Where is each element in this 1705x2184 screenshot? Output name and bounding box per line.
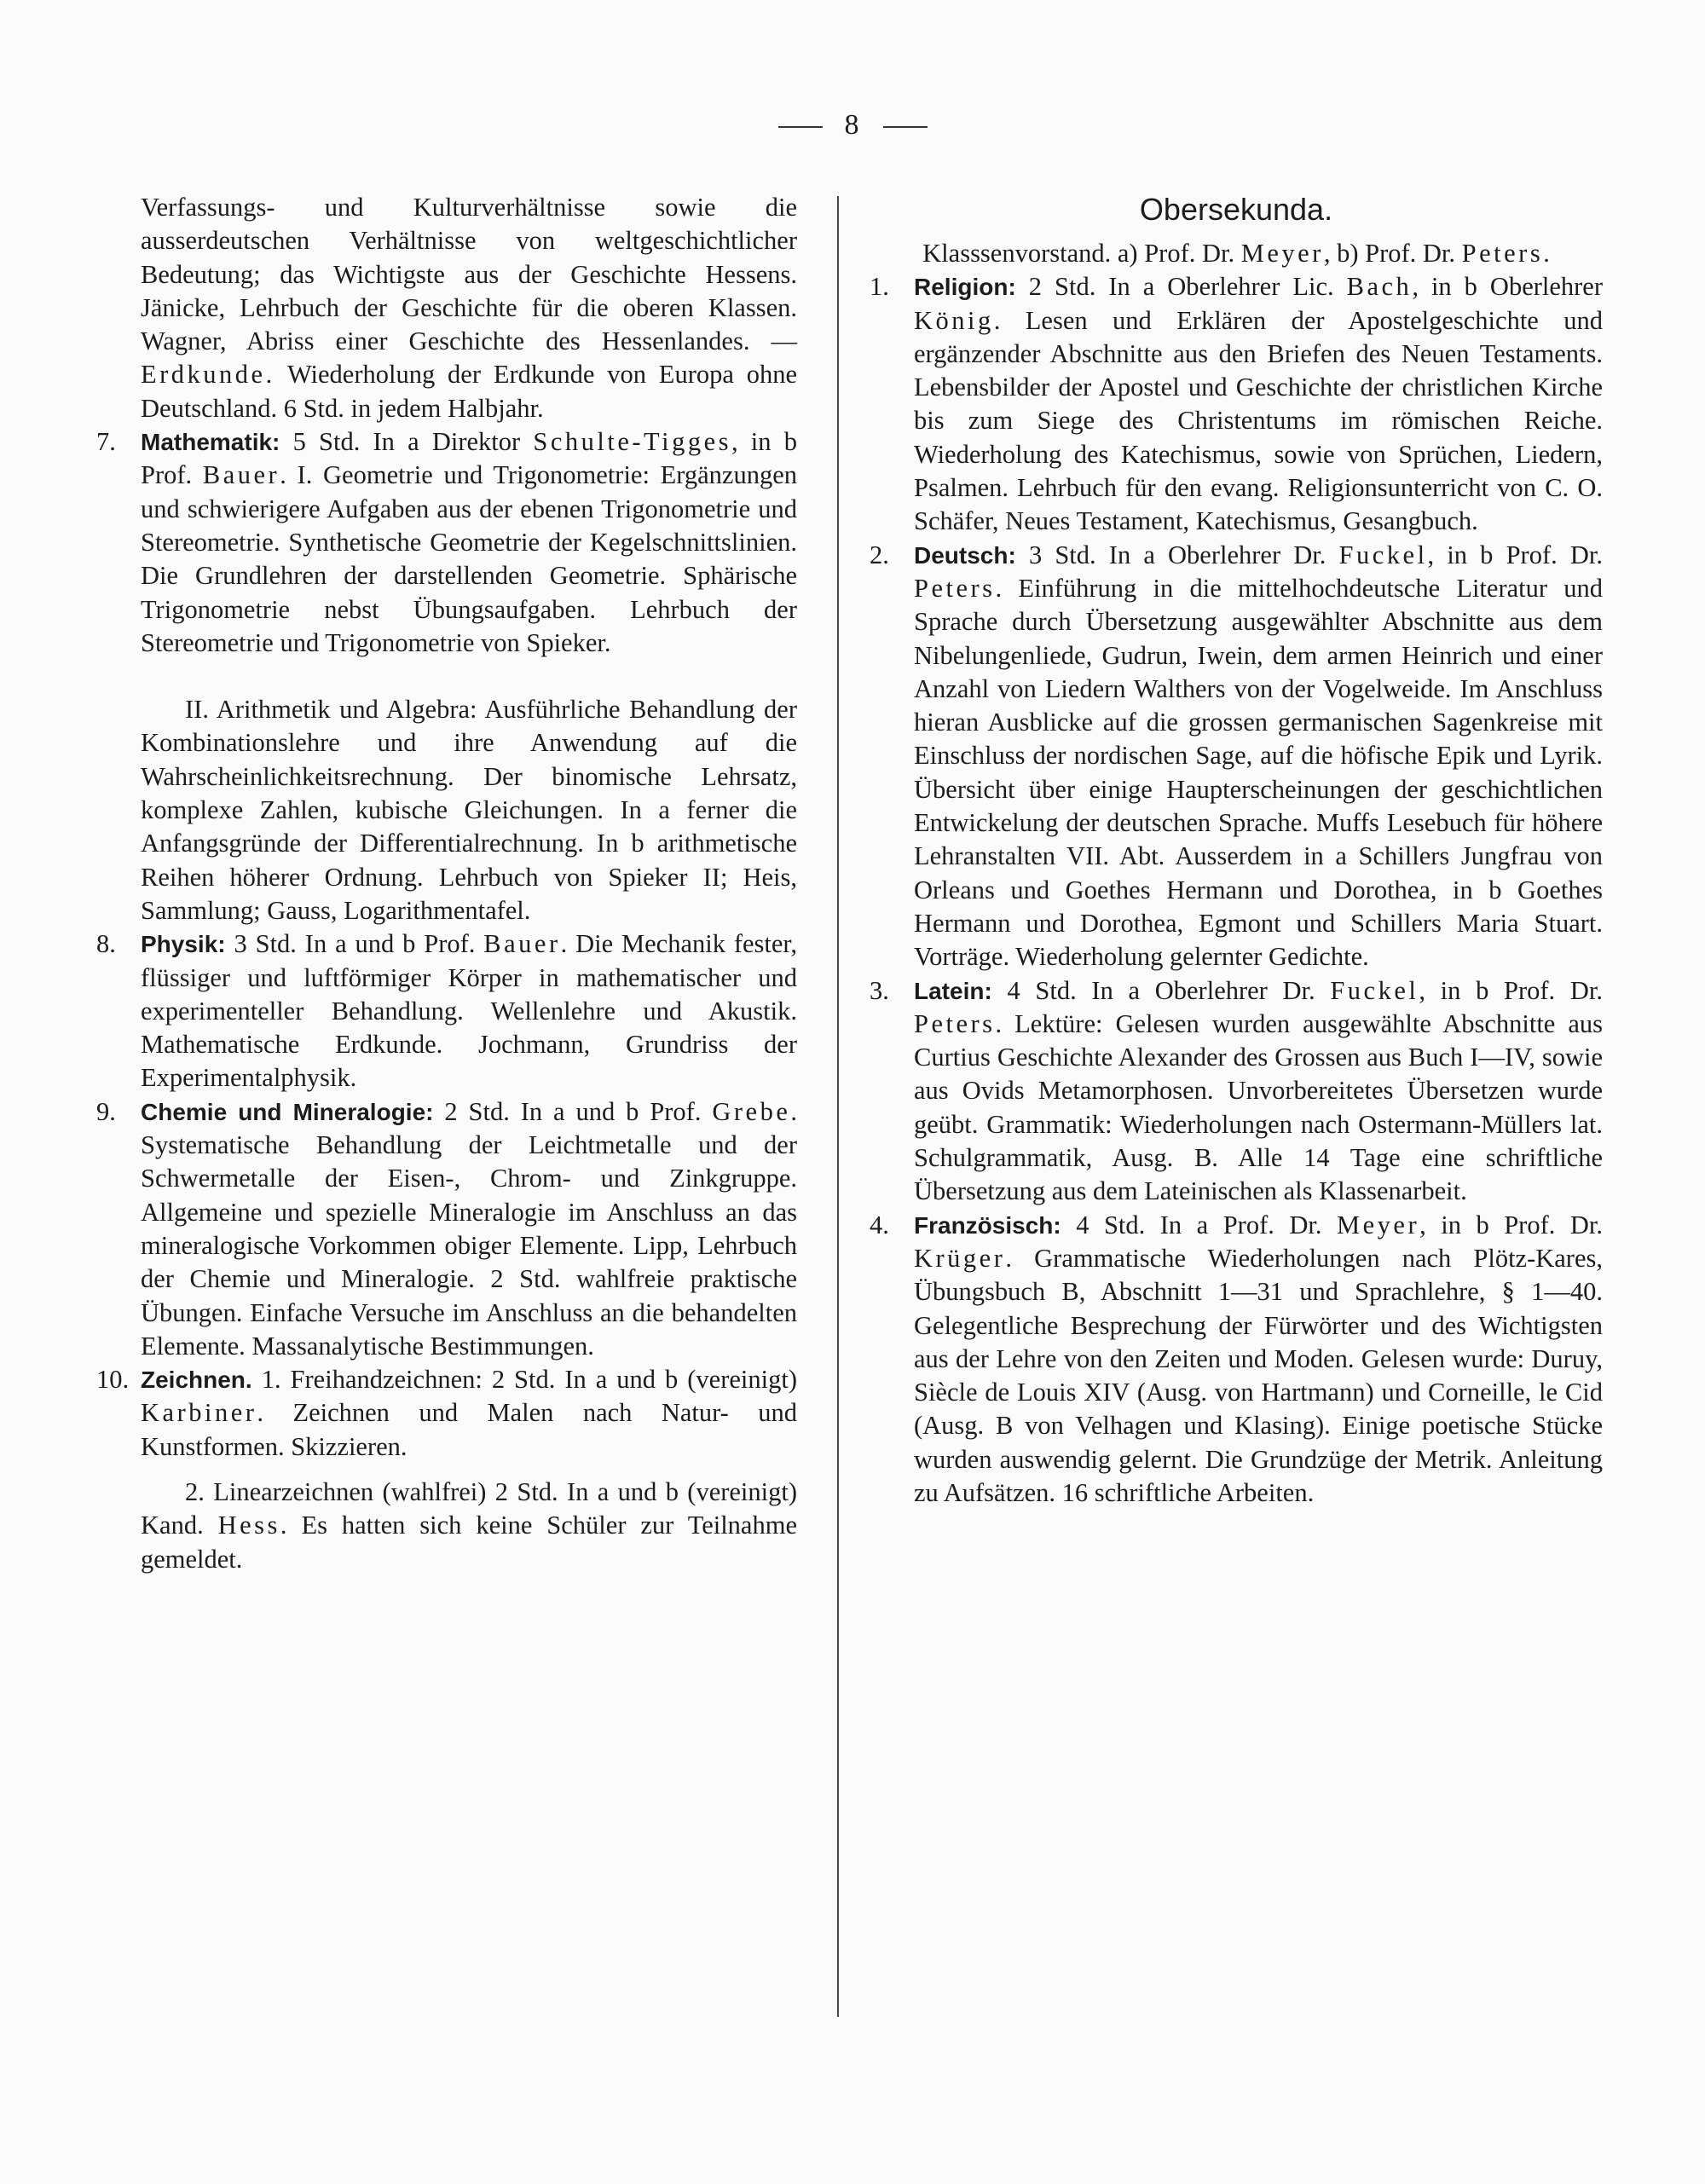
subject-title: Mathematik: — [141, 429, 280, 456]
hours-text: 5 Std. In a Direktor — [280, 427, 534, 457]
erdkunde-heading: Erdkunde. — [141, 360, 275, 390]
teacher-name: Meyer — [1240, 239, 1324, 268]
item-text: . Grammatische Wiederholungen nach Plötz-Kares, Übungsbuch B, Abschnitt 1—31 und Sprachlehre, § 1—40. Gelegentliche Besprechung der Fürwörter und des Wichtigsten aus der Lehre von den Zeiten und Moden. Gelesen wurde: Duruy, Siècle de Louis XIV (Ausg. von Hartmann) und Corneille, le Cid (Ausg. B von Velhagen und Klasing). Einige poetische Stücke wurden auswendig gelernt. Die Grundzüge der Metrik. Anleitung zu Aufsätzen. 16 schriftliche Arbeiten. — [914, 1243, 1603, 1507]
subject-title: Latein: — [914, 977, 992, 1004]
item-text: . Lektüre: Gelesen wurden ausgewählte Abschnitte aus Curtius Geschichte Alexander des Grossen aus Buch I—IV, sowie aus Ovids Metamorphosen. Unvorbereitetes Übersetzen wurde geübt. Grammatik: Wiederholungen nach Ostermann-Müllers lat. Schulgrammatik, Ausg. B. Alle 14 Tage eine schriftliche Übersetzung aus dem Lateinischen als Klassenarbeit. — [914, 1008, 1603, 1206]
class-leader-label: Klasssenvorstand. a) Prof. Dr. — [922, 239, 1241, 268]
zeichnen-continuation — [141, 1476, 797, 1576]
hours-text: 4 Std. In a Prof. Dr. — [1061, 1210, 1337, 1239]
item-religion — [870, 270, 1603, 538]
mathematik-continuation: II. Arithmetik und Algebra: Ausführliche Behandlung der Kombinationslehre und ihre Anwendung auf die Wahrscheinlichkeitsrechnung. Der binomische Lehrsatz, komplexe Zahlen, kubische Gleichungen. In a ferner die Anfangsgründe der Differentialrechnung. In b arithmetische Reihen höherer Ordnung. Lehrbuch von Spieker II; Heis, Sammlung; Gauss, Logarithmentafel. — [141, 695, 797, 925]
teacher-name: Grebe — [712, 1096, 791, 1126]
item-number: 1. — [870, 272, 889, 302]
subject-title: Chemie und Mineralogie: — [141, 1098, 434, 1125]
teacher-name: Peters — [1461, 239, 1544, 268]
subject-title: Zeichnen. — [141, 1366, 252, 1394]
item-latein — [870, 974, 1603, 1209]
item-number: 8. — [96, 929, 116, 959]
subject-title: Deutsch: — [914, 541, 1016, 569]
item-text: . Zeichnen und Malen nach Natur- und Kunstformen. Skizzieren. — [141, 1398, 797, 1461]
teacher-name: König — [914, 305, 994, 335]
left-column — [96, 191, 797, 1576]
hours-text: 2 Std. In a Oberlehrer Lic. — [1015, 272, 1347, 302]
teacher-name: Fuckel — [1338, 540, 1428, 569]
item-text: . Lesen und Erklären der Apostelgeschichte und ergänzender Abschnitte aus den Briefen des Neuen Testaments. Lebensbilder der Apostel und Geschichte der christlichen Kirche bis zum Siege des Christentums im römischen Reiche. Wiederholung des Katechismus, sowie von Sprüchen, Liedern, Psalmen. Lehrbuch für den evang. Religionsunterricht von C. O. Schäfer, Neues Testament, Katechismus, Gesangbuch. — [914, 305, 1603, 536]
mid-text: , in b Prof. Dr. — [1419, 1210, 1603, 1239]
teacher-name: Fuckel — [1330, 975, 1419, 1005]
mid-text: , in b Oberlehrer — [1412, 272, 1603, 302]
item-text: . Die Mechanik fester, flüssiger und luftförmiger Körper in mathematischer und experimenteller Behandlung. Wellenlehre und Akustik. Mathematische Erdkunde. Jochmann, Grundriss der Experimentalphysik. — [141, 929, 797, 1093]
item-zeichnen — [96, 1363, 797, 1464]
item-deutsch — [870, 539, 1603, 974]
teacher-name: Krüger — [914, 1243, 1006, 1273]
history-continuation — [141, 191, 797, 425]
mid-text: , in b Prof. — [141, 427, 797, 490]
item-number: 7. — [96, 427, 116, 457]
teacher-name: Bach — [1346, 272, 1413, 302]
item-chemie — [96, 1095, 797, 1363]
item-text: . Einführung in die mittelhochdeutsche Literatur und Sprache durch Übersetzung ausgewählter Abschnitte aus dem Nibelungenliede, Gudrun, Iwein, dem armen Heinrich und einer Anzahl von Liedern Walthers von der Vogelweide. Im Anschluss hieran Ausblicke auf die grossen germanischen Sagenkreise mit Einschluss der nordischen Sage, auf die höfische Epik und Lyrik. Übersicht über einige Haupterscheinungen der geschichtlichen Entwickelung der deutschen Sprache. Muffs Lesebuch für höhere Lehranstalten VII. Abt. Ausserdem in a Schillers Jungfrau von Orleans und Goethes Hermann und Dorothea, in b Goethes Hermann und Dorothea, Egmont und Schillers Maria Stuart. Vorträge. Wiederholung gelernter Gedichte. — [914, 573, 1603, 972]
teacher-name: Peters — [914, 573, 996, 603]
hours-text: 1. Freihandzeichnen: 2 Std. In a und b (vereinigt) — [251, 1365, 797, 1395]
mid-text: , in b Prof. Dr. — [1427, 540, 1604, 569]
right-column — [870, 191, 1603, 1510]
teacher-name: Karbiner — [141, 1398, 257, 1428]
hours-text: 2 Std. In a und b Prof. — [433, 1096, 713, 1126]
item-number: 10. — [96, 1365, 130, 1395]
class-leader-mid: , b) Prof. Dr. — [1323, 239, 1462, 268]
hours-text: 4 Std. In a Oberlehrer Dr. — [991, 975, 1331, 1005]
teacher-name: Hess — [217, 1511, 280, 1540]
item-number: 2. — [870, 540, 889, 569]
teacher-name: Bauer — [202, 460, 280, 490]
hours-text: 3 Std. In a Oberlehrer Dr. — [1015, 540, 1339, 569]
intro-tail: Wiederholung der Erdkunde von Europa ohne Deutschland. 6 Std. in jedem Halbjahr. — [141, 360, 797, 423]
continuation-tail: . Es hatten sich keine Schüler zur Teilnahme gemeldet. — [141, 1511, 797, 1574]
item-text: . I. Geometrie und Trigonometrie: Ergänzungen und schwierigere Aufgaben aus der ebenen Trigonometrie und Stereometrie. Synthetische Geometrie der Kegelschnittslinien. Die Grundlehren der darstellenden Geometrie. Sphärische Trigonometrie nebst Übungsaufgaben. Lehrbuch der Stereometrie und Trigonometrie von Spieker. — [141, 460, 797, 657]
mid-text: , in b Prof. Dr. — [1419, 975, 1604, 1005]
class-leader-end: . — [1543, 239, 1550, 268]
intro-text: Verfassungs- und Kulturverhältnisse sowie die ausserdeutschen Verhältnisse von weltgeschichtlicher Bedeutung; das Wichtigste aus der Geschichte Hessens. Jänicke, Lehrbuch der Geschichte für die oberen Klassen. Wagner, Abriss einer Geschichte des Hessenlandes. — — [141, 193, 797, 356]
continuation-text: 2. Linearzeichnen (wahlfrei) 2 Std. In a und b (vereinigt) Kand. — [141, 1476, 797, 1540]
subject-title: Physik: — [141, 931, 226, 958]
dash-left — [778, 126, 823, 128]
item-number: 3. — [870, 975, 889, 1005]
subject-title: Religion: — [914, 274, 1016, 301]
hours-text: 3 Std. In a und b Prof. — [225, 929, 484, 959]
teacher-name: Bauer — [483, 929, 561, 959]
teacher-name: Meyer — [1337, 1210, 1420, 1239]
subject-title: Französisch: — [914, 1211, 1061, 1239]
teacher-name: Peters — [914, 1008, 996, 1038]
column-divider — [837, 196, 839, 2017]
item-physik — [96, 927, 797, 1095]
item-franzoesisch — [870, 1209, 1603, 1511]
item-text: . Systematische Behandlung der Leichtmetalle und der Schwermetalle der Eisen-, Chrom- und Zinkgruppe. Allgemeine und spezielle Mineralogie im Anschluss an das mineralogische Vorkommen obiger Elemente. Lipp, Lehrbuch der Chemie und Mineralogie. 2 Std. wahlfreie praktische Übungen. Einfache Versuche im Anschluss an die behandelten Elemente. Massanalytische Bestimmungen. — [141, 1096, 797, 1361]
section-title: Obersekunda. — [1139, 192, 1333, 227]
page-number-value: 8 — [844, 109, 861, 141]
class-leader — [870, 237, 1603, 270]
dash-right — [883, 126, 928, 128]
item-number: 4. — [870, 1210, 889, 1239]
page-number — [0, 109, 1705, 142]
item-number: 9. — [96, 1096, 116, 1126]
teacher-name: Schulte-Tigges — [533, 427, 731, 457]
item-mathematik — [96, 425, 797, 660]
